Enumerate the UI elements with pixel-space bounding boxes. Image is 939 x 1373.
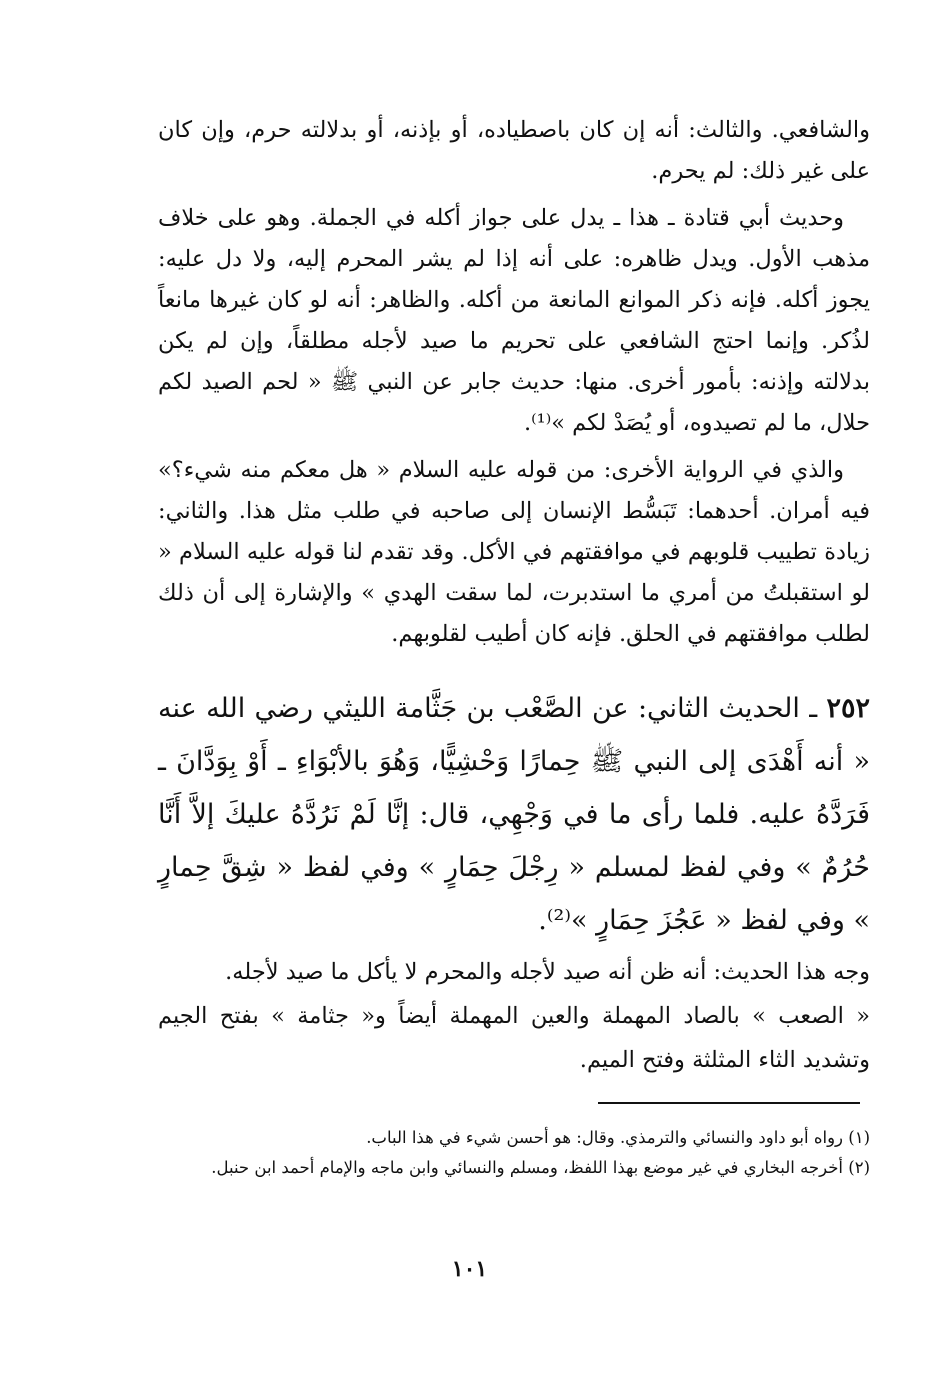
footnotes — [158, 1124, 870, 1184]
hadith-explanation — [158, 950, 870, 1082]
footnote-divider — [598, 1102, 860, 1104]
paragraph: والذي في الرواية الأخرى: من قوله عليه السلام « هل معكم منه شيء؟» فيه أمران. أحدهما: تَبَسُّط الإنسان إلى صاحبه في طلب مثل هذا. والثاني: زيادة تطييب قلوبهم في موافقتهم في الأكل. وقد تقدم لنا قوله عليه السلام « لو استقبلتُ من أمري ما استدبرت، لما سقت الهدي » والإشارة إلى أن ذلك لطلب موافقتهم في الحلق. فإنه كان أطيب لقلوبهم. — [158, 457, 870, 647]
paragraph: « الصعب » بالصاد المهملة والعين المهملة أيضاً و« جثامة » بفتح الجيم وتشديد الثاء المثلثة وفتح الميم. — [158, 1003, 870, 1073]
paragraph: وجه هذا الحديث: أنه ظن أنه صيد لأجله والمحرم لا يأكل ما صيد لأجله. — [225, 959, 870, 985]
commentary-text — [158, 110, 870, 661]
paragraph: وحديث أبي قتادة ـ هذا ـ يدل على جواز أكله في الجملة. وهو على خلاف مذهب الأول. ويدل ظاهره: على أنه إذا لم يشر المحرم إليه، ولا دل عليه: يجوز أكله. فإنه ذكر الموانع المانعة من أكله. والظاهر: أنه لو كان غيرها مانعاً لذُكر. وإنما احتج الشافعي على تحريم ما صيد لأجله مطلقاً، وإن لم يكن بدلالته وإذنه: بأمور أخرى. منها: حديث جابر عن النبي ﷺ « لحم الصيد لكم حلال، ما لم تصيدوه، أو يُصَدْ لكم »⁽¹⁾. — [158, 205, 870, 436]
paragraph: والشافعي. والثالث: أنه إن كان باصطياده، أو بإذنه، أو بدلالته حرم، وإن كان على غير ذلك: لم يحرم. — [158, 117, 870, 184]
footnote-2: (٢) أخرجه البخاري في غير موضع بهذا اللفظ، ومسلم والنسائي وابن ماجه والإمام أحمد ابن حنبل. — [211, 1158, 870, 1177]
footnote-1: (١) رواه أبو داود والنسائي والترمذي. وقال: هو أحسن شيء في هذا الباب. — [366, 1128, 870, 1147]
page-number: ١٠١ — [451, 1256, 488, 1282]
hadith-252 — [158, 682, 870, 947]
hadith-paragraph — [158, 682, 870, 947]
hadith-text: ـ الحديث الثاني: عن الصَّعْب بن جَثَّامة الليثي رضي الله عنه « أنه أَهْدَى إلى النبي ﷺ حِمارًا وَحْشِيًّا، وَهُوَ بالأبْوَاءِ ـ أَوْ بِوَدَّانَ ـ فَرَدَّهُ عليه. فلما رأى ما في وَجْهِي، قال: إنَّا لَمْ نَرُدَّهُ عليكَ إلاَّ أَنَّا حُرُمٌ » وفي لفظ لمسلم « رِجْلَ حِمَارٍ » وفي لفظ « شِقَّ حِمارٍ » وفي لفظ « عَجُزَ حِمَارٍ »⁽²⁾. — [158, 693, 871, 936]
hadith-number: ٢٥٢ — [826, 693, 870, 724]
